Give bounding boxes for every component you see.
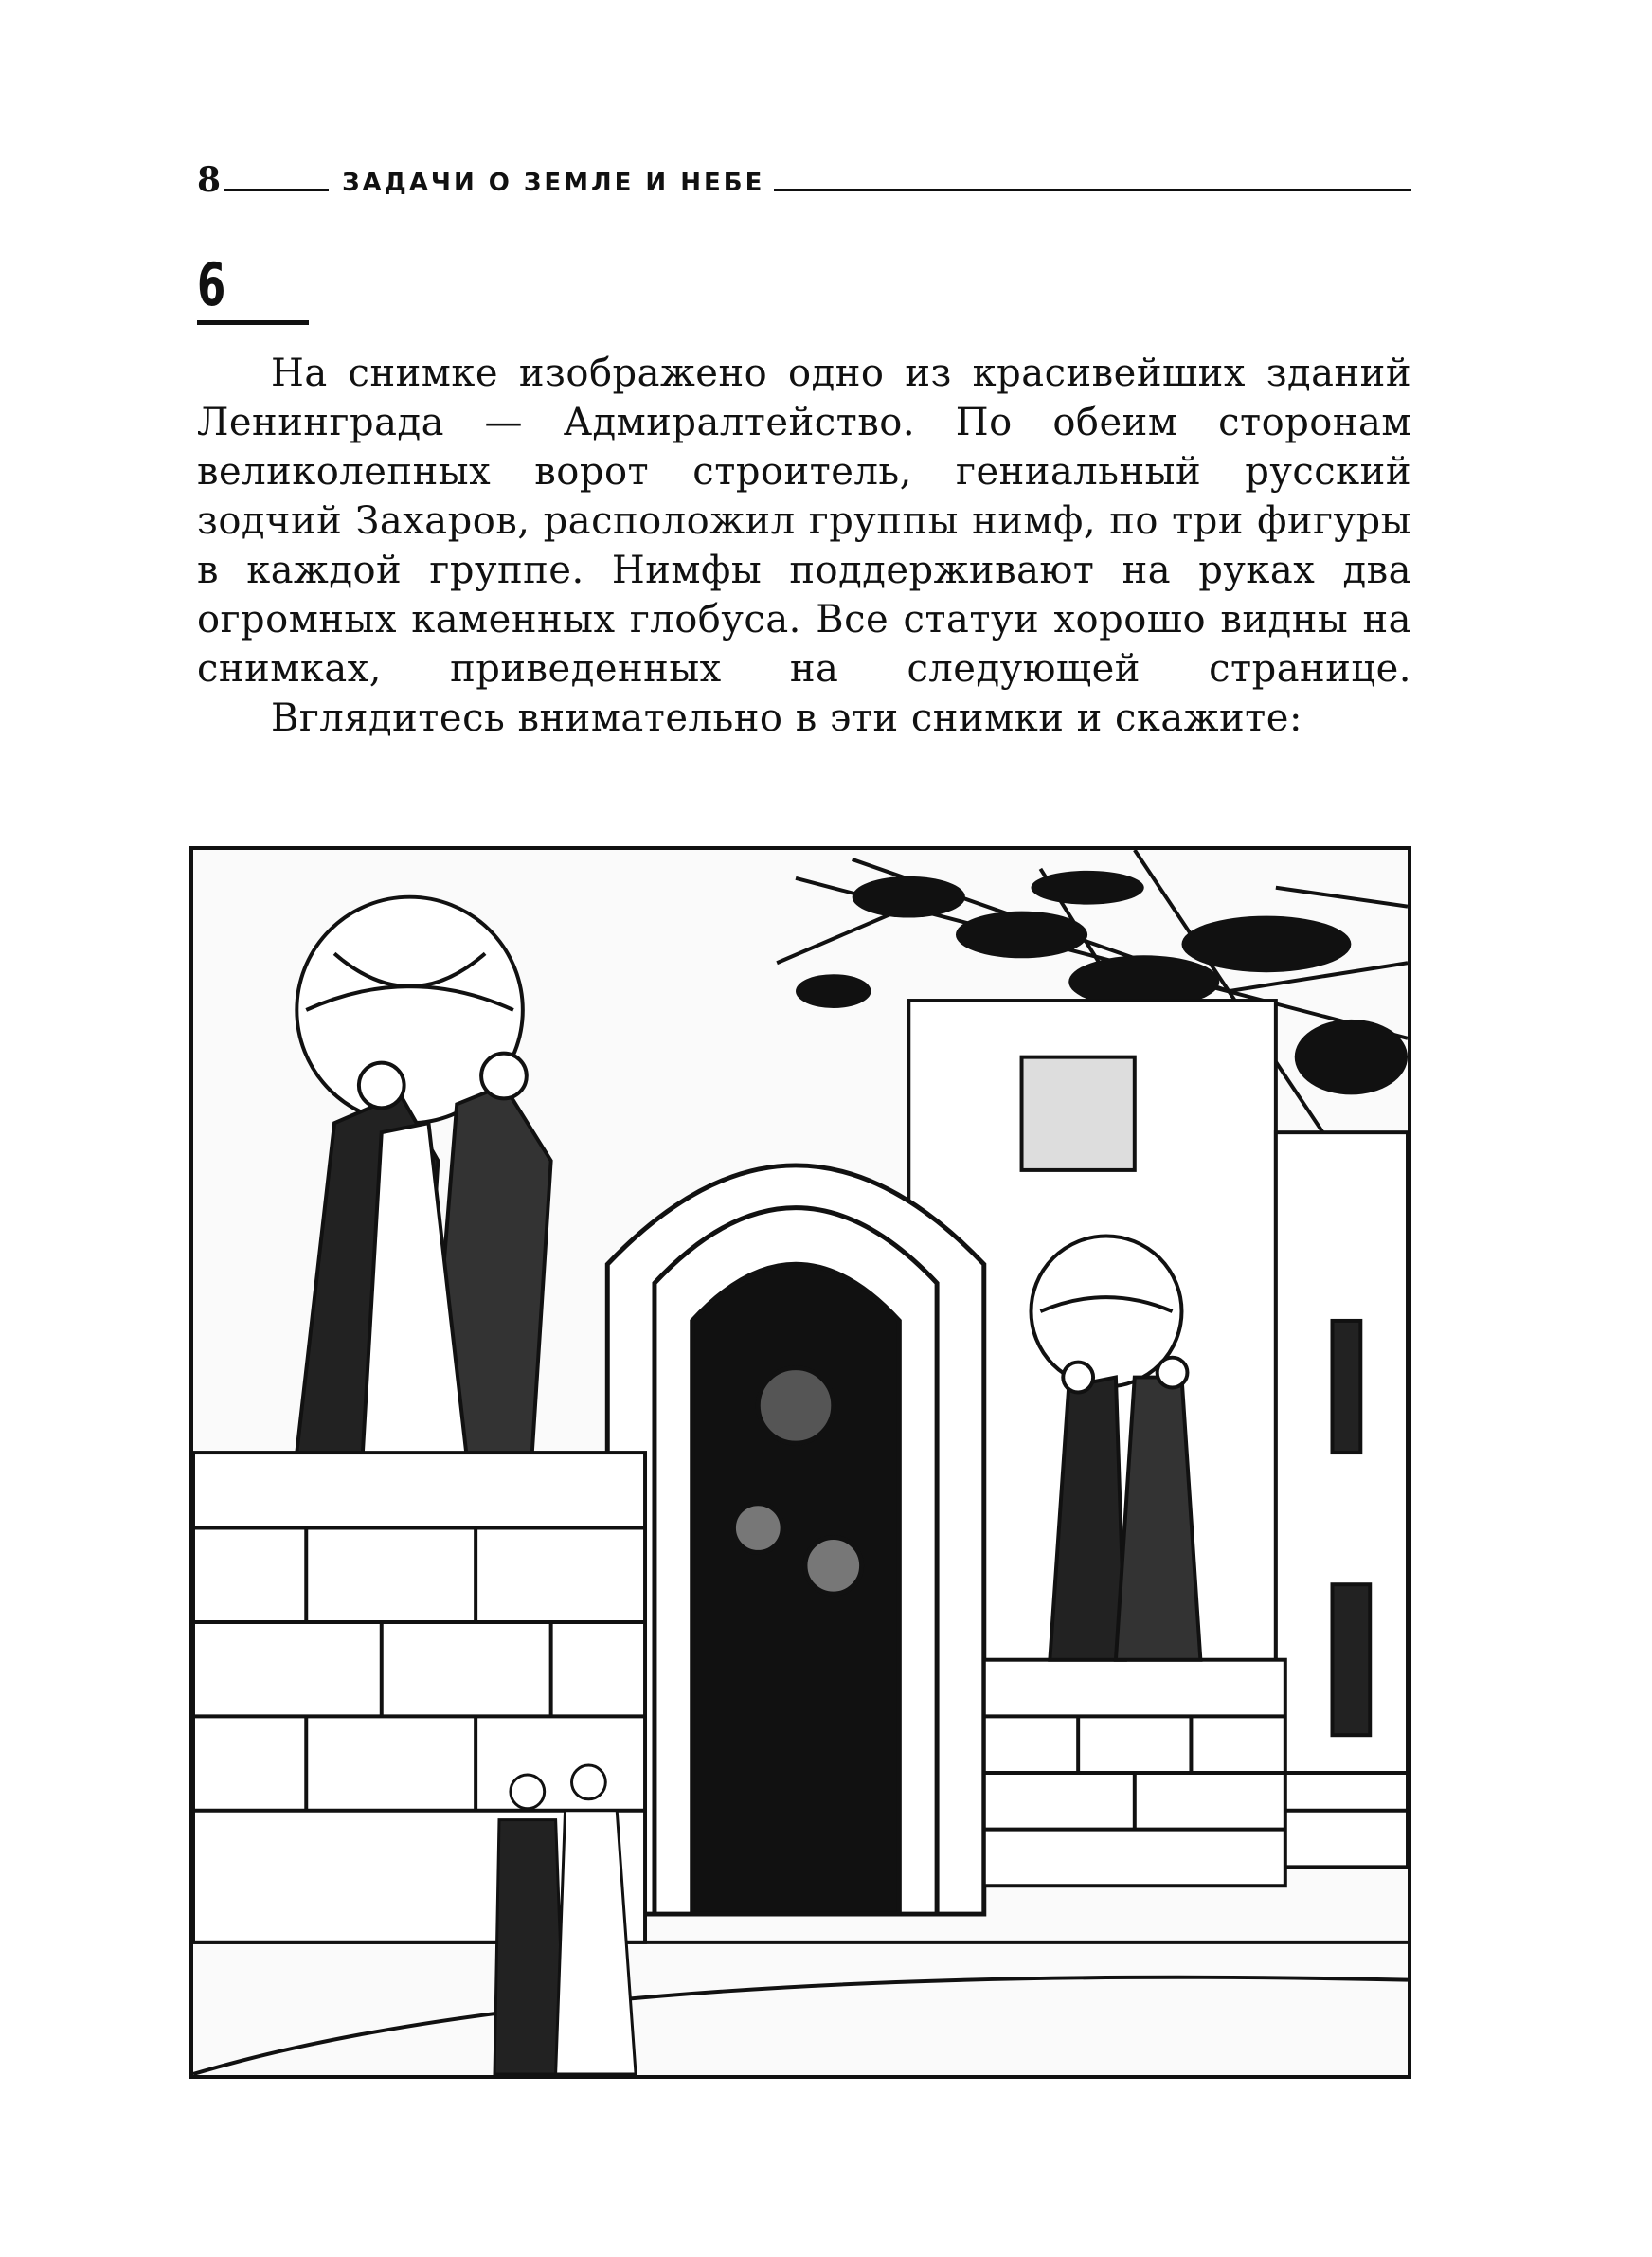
- running-title: ЗАДАЧИ О ЗЕМЛЕ И НЕБЕ: [342, 169, 765, 197]
- ground: [193, 1942, 1408, 2074]
- header-rule-left: [224, 189, 329, 191]
- right-pedestal: [984, 1660, 1285, 1887]
- gate-arch: [607, 1165, 984, 1914]
- page-number: 8: [197, 160, 222, 200]
- admiralty-gate-illustration: [189, 846, 1411, 2079]
- left-globe-statue: [296, 897, 550, 1453]
- header-rule-right: [774, 189, 1411, 191]
- problem-paragraph-2: Вглядитесь внимательно в эти снимки и скажите:: [271, 696, 1302, 740]
- problem-number-rule: [197, 320, 309, 325]
- illustration-drawing: [193, 850, 1408, 2075]
- problem-text: [197, 349, 1411, 743]
- problem-number: 6: [197, 250, 226, 319]
- problem-paragraph-1: На снимке изображено одно из красивейших зданий Ленинграда — Адмиралтейство. По обеим сторонам великолепных ворот строитель, гениальный русский зодчий Захаров, расположил группы нимф, по три фигуры в каждой группе. Нимфы поддерживают на руках два огромных каменных глобуса. Все статуи хорошо видны на снимках, приведенных на следующей странице.: [197, 352, 1411, 691]
- running-head: [197, 159, 1411, 200]
